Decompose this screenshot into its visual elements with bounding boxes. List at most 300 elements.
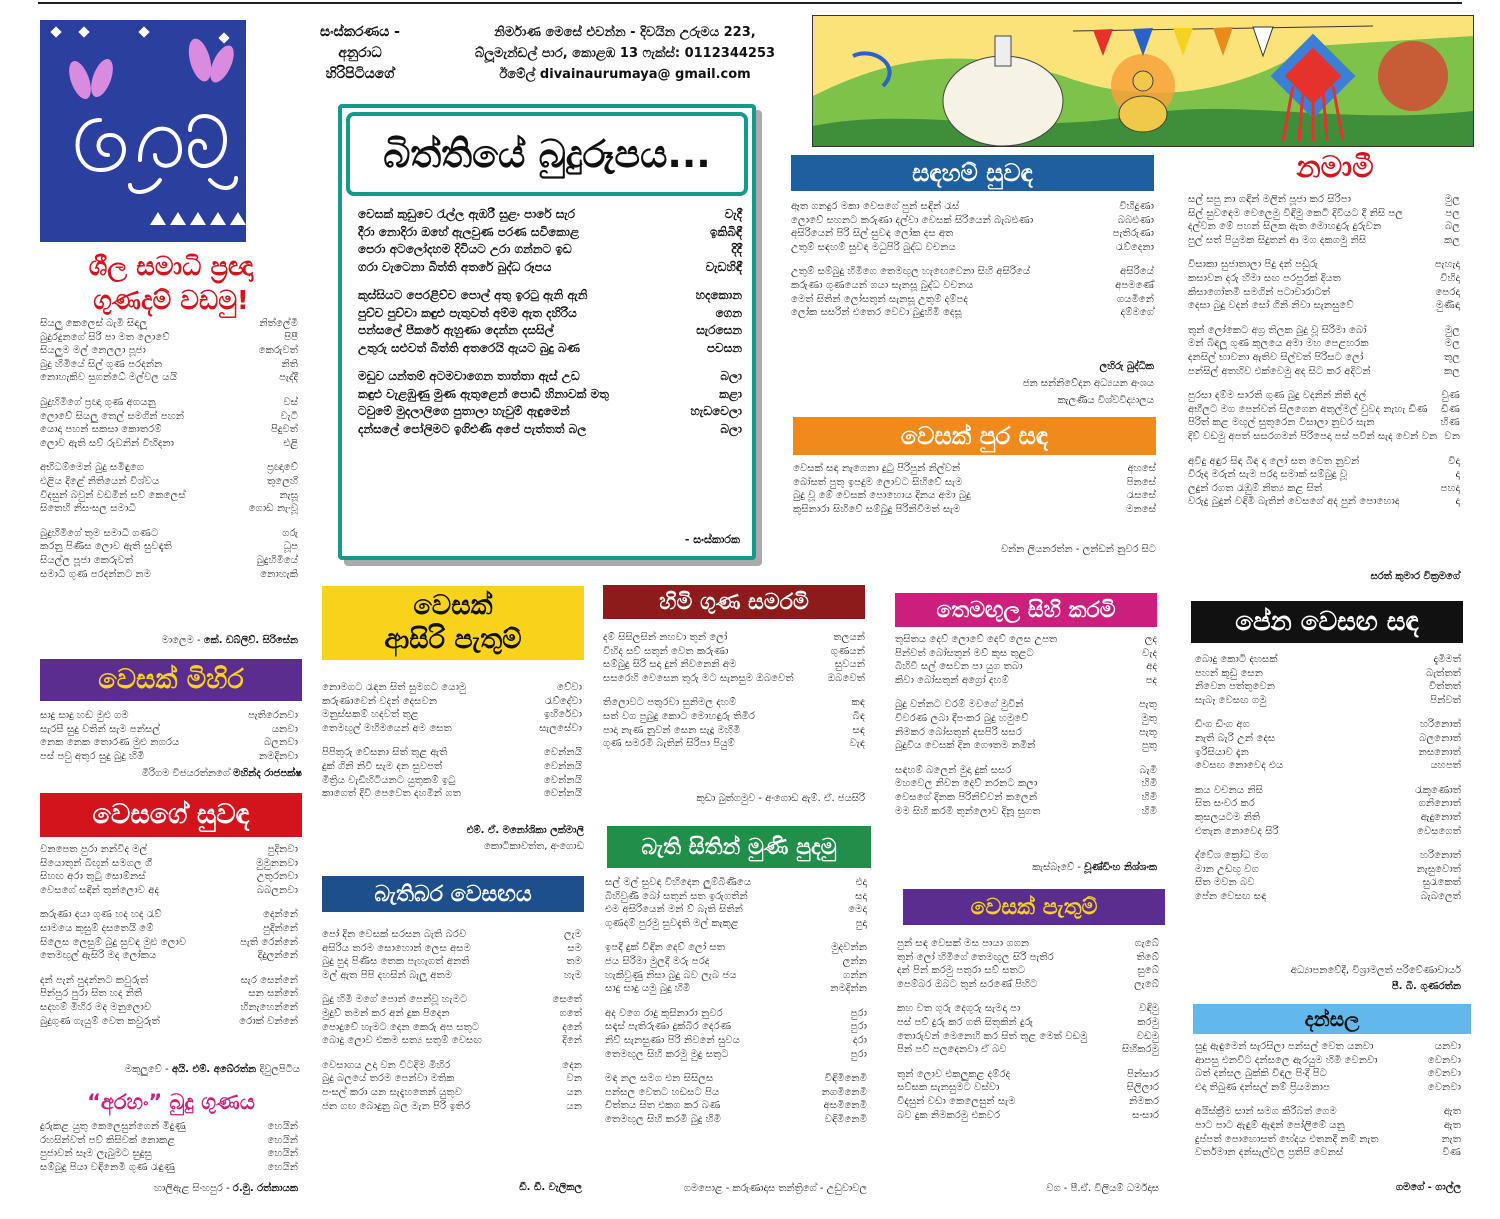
poem-line-end-word: ලැම (564, 929, 582, 940)
poem-line-end-word: නැසුවොත් (1416, 863, 1461, 875)
poem-line (322, 1021, 582, 1035)
poem-line (322, 722, 582, 736)
sila-credit-place: මාලෙම - (161, 635, 204, 646)
poem-line-end-word: පුතු (1141, 740, 1157, 752)
asiri-credit-name: එම්. ඒ. මනෝශිකා ලක්මාලි (466, 825, 584, 836)
poem-line-text: තෙමඟුල සිහි කරමු මුදු සතුට (605, 1048, 729, 1060)
poem-line (322, 1086, 582, 1100)
poem-line (358, 340, 742, 358)
poem-line-text: නෙක නෙක තොරණ මුළු නගරය (40, 737, 180, 749)
mihira-credit-name: මහින්ද රාජපක්ෂ (233, 768, 302, 779)
poem-line (1195, 732, 1461, 746)
poem-line-text: කරනු පිණිස ලොව ඇති සුවඳැති (40, 541, 172, 553)
poem-line (358, 241, 742, 259)
poem-line (1195, 680, 1461, 694)
poem-line-end-word: පුරා (850, 1021, 867, 1033)
poem-line-text: වරුදු බුදුන් වඳිමි බැතින් වෙසගේ අද පුන් පොහොදා (1188, 496, 1400, 508)
poem-line (897, 1030, 1159, 1044)
poem-line (322, 746, 582, 760)
pudamu-title (607, 826, 871, 868)
bithhi-title (346, 112, 748, 196)
poem-line-text: සඳැස් පැතිරුණා දුක්බිර දෙරණ (605, 1021, 732, 1033)
poem-line-text: පන්සිල් අතහිව එක්වෙමු අද සිට කර අදිටන් (1188, 365, 1371, 377)
poem-line-text: වර්තමාන දන්සැල්වල ප්‍රතිපි වෙනස් (1195, 1147, 1344, 1159)
poem-line (895, 647, 1157, 661)
poem-line (605, 1020, 867, 1034)
poem-line (603, 710, 865, 724)
poem-line (322, 708, 582, 722)
pudamu-title-text: බැති සිතින් මුණි පුදමු (641, 834, 837, 860)
poem-line-end-word: පුදිනවා (267, 844, 298, 855)
poem-line-text: පංසල් කරා යන සැදැහතෙන් යුතුව (322, 1086, 463, 1098)
poem-line (322, 1100, 582, 1114)
poem-line-text: සල් මල් සුවඳ විහිදෙන ලුම්බිණියෙ (605, 877, 752, 888)
pena-title-text: පේන වෙසඟ සඳ (1235, 606, 1419, 637)
poem-line (40, 423, 298, 437)
poem-line-end-word: මෙදා (848, 904, 867, 916)
poem-line-end-word: උතුරනවා (256, 871, 298, 883)
poem-line-text: සත් වග පුබුදු කොට මොහඳුරු තිමිර (603, 710, 756, 722)
mihira-title (40, 659, 302, 701)
top-rule (38, 2, 1462, 4)
poem-line-text: තෙමඟුල් මහිමයෙන් අම සෙත (322, 722, 452, 734)
poem-line-text: කාගෙත් දිවි පෙවෙත දහමින් ගත (322, 788, 461, 800)
poem-line-end-word: රොක් වන්නේ (239, 1015, 298, 1027)
asiri-credit (322, 823, 584, 855)
poem-line-text: පස් පව් දුරු කර ගති සිතුකින් දුරු (897, 1016, 1034, 1028)
poem-line (895, 698, 1157, 712)
poem-line-text: විදසුන් බවුන් වඩමින් සව් කෙලෙස් (40, 489, 186, 501)
poem-line (40, 527, 298, 541)
poem-line-end-word: පිදුවත් (270, 424, 298, 436)
poem-line-end-word: වේවා (557, 682, 582, 693)
poem-line-text: සාමයෙ කුසුම් දසතෙයි මේ (40, 922, 154, 934)
poem-line-text: දන් පැන් පුදන්නට කවුරුත් (40, 974, 149, 986)
poem-line (605, 890, 867, 904)
poem-line-end-word: දෙන්නේ (263, 909, 298, 921)
poem-line-text: පන්සල වෙතට හඩසට පිය (605, 1086, 720, 1098)
mihira-poem (40, 709, 298, 763)
poem-line-text: ලොව ඇති සව් රුවනින් විහිදනා (40, 437, 174, 449)
poem-line-text: කඳුළු වැළඹුණු මුණ ඇතුළෙන් පොඩි හිනාවක් මතු (358, 386, 609, 401)
poem-line-text: සිත සංවර කර (1195, 798, 1255, 810)
poem-line-end-word: සිලිලාර (1126, 1082, 1159, 1094)
poem-line (1195, 718, 1461, 732)
stanza-gap (358, 276, 742, 287)
poem-line-end-word: මල (1444, 338, 1460, 350)
poem-line-end-word: යනවා (271, 723, 298, 735)
poem-line (605, 1086, 867, 1100)
poem-line-text: සීත මවන බව (1195, 877, 1255, 889)
poem-line (1195, 1081, 1461, 1095)
poem-line-end-word: හෙයින් (267, 1161, 298, 1173)
poem-line-end-word: පෙරදා (1435, 286, 1460, 298)
bithhi-title-text: බිත්තියේ බුදුරූපය... (383, 131, 711, 176)
mihira-credit (40, 767, 302, 781)
poem-line (605, 917, 867, 931)
poem-line (895, 777, 1157, 791)
poem-line-text: සාදු සාදු යමු බුදු හිමි (605, 983, 691, 995)
poem-line (897, 1068, 1159, 1082)
editor-name: අනුරාධ (338, 45, 382, 61)
poem-line-end-word: හදකොන (695, 288, 742, 302)
sila-credit-name: කේ. ඩබ්ලිව්. සිරිසේන (203, 635, 298, 646)
poem-line (895, 791, 1157, 805)
dansala-title-text: දන්සල (1304, 1007, 1360, 1031)
stanza-gap (605, 1061, 867, 1072)
poem-line-text: නිමකර බෝසතුන් දසපිරි සසර (895, 726, 1022, 738)
poem-line-end-word: මුමුනනවා (256, 857, 298, 869)
poem-line-text: ගුණදම් පුරමු සුවදැති මල් කැකුළ (605, 917, 739, 929)
poem-line (40, 540, 298, 554)
bithhi-poem (358, 206, 742, 438)
poem-line-end-word: ගතේ (559, 1007, 582, 1019)
poem-line-text: මඳ නල සමග එන සිසිලස (605, 1073, 714, 1085)
poem-line (897, 1043, 1159, 1057)
suwanda-title (40, 793, 302, 837)
poem-line-text: සල් සපු නා ගඳින් මලින් පූජා කර සිරිපා (1188, 194, 1352, 205)
address-line-2: බ්ලූමැන්ඩල් පාර, කොළඹ 13 ෆැක්ස්: 0112344253 (474, 46, 776, 61)
poem-line (40, 1161, 298, 1175)
poem-line (40, 396, 298, 410)
poem-line-text: නිවෙන පත්තුවෙන (1195, 681, 1276, 693)
poem-line-text: දිව් වඩමු අපත් සසරගමන් පිරිපෙදා පස් පවින් සැද වෙන් වන (1188, 430, 1438, 442)
poem-line (40, 709, 298, 723)
pura-title (793, 417, 1156, 455)
poem-line-text: දම් සිසිලසින් නහවා තුන් ලෝ (603, 632, 728, 643)
poem-line-text: එදා තිබුණ දන්සල් නම් ප්‍රියමනාප (1195, 1081, 1330, 1093)
poem-line-end-word: හෙයින් (267, 1134, 298, 1146)
poem-line (358, 305, 742, 323)
poem-line (1195, 1119, 1461, 1133)
poem-line (40, 936, 298, 950)
poem-line-end-word: පින්සාර (1127, 1068, 1159, 1080)
poem-line (40, 475, 298, 489)
poem-line-text: පිරිත් කළ මඟුල් සුතුරෙන විසාලා නුවර සැන (1188, 417, 1375, 429)
poem-line (1195, 667, 1461, 681)
sila-credit (40, 634, 298, 648)
poem-line-end-word: රැසසේ (1126, 490, 1156, 502)
poem-line-text: පුන් සඳ වෙසක් මස පායා ගගන (897, 938, 1030, 949)
poem-line-text: ද්වේශ ක්‍රෝධ මග (1195, 850, 1269, 862)
poem-line-text: බුදුගුණ ගැයුම් වෙත කවුරුත් (40, 1015, 160, 1027)
poem-line (1195, 890, 1461, 904)
poem-line-text: තුන් ලෝ හිමිගේ තෙමඟුල සිරි පැතිර (897, 951, 1054, 963)
poem-line (1188, 389, 1460, 403)
pura-credit-text: වන්න ලියනරත්න - ලන්ඩන් නුවර සිට (1000, 544, 1156, 555)
poem-line-end-word: ඉකිබිඳී (710, 224, 742, 239)
poem-line (358, 386, 742, 404)
poem-line-end-word: තලයන් (833, 632, 865, 643)
bithhi-credit (560, 533, 740, 547)
poem-line-end-word: පවසන (706, 340, 742, 355)
poem-line-end-word: ගරු (282, 527, 298, 539)
poem-line-text: අයිස්ක්‍රීම සාන් සමග කිරිබත් ගෙම (1195, 1106, 1337, 1118)
stanza-gap (895, 753, 1157, 764)
stanza-gap (40, 516, 298, 527)
poem-line-text: මිත්‍රිය වැඩිහිටියනට යුතුකම් ඉටු (322, 774, 456, 786)
poem-line-end-word: රැව්දේවා (544, 695, 582, 707)
samaram-poem (603, 631, 865, 751)
poem-line-text: බොදු කොටි දහසක් (1195, 654, 1278, 665)
poem-line-end-word: පිනසේ (1126, 476, 1156, 488)
poem-line-text: කය වචනය නිසි (1195, 784, 1263, 796)
poem-line-text: සිල් සුවඳෙම වෙලෙමු විඳිමු කෙටි දිවියට දී නිසි පල (1188, 207, 1404, 219)
poem-line-end-word: කල (1443, 365, 1460, 377)
poem-line (603, 737, 865, 751)
poem-line-text: තෙමඟුල සිහි කරමි බුදු හිමි (605, 1113, 721, 1125)
poem-line-text: ගරා වැටෙනා බිත්ති අතරේ බුද්ධ රූපය (358, 259, 552, 274)
poem-line-text: පෙම්බර ඔබට තුන් සරණේ පිහිට (897, 978, 1038, 990)
themangula-title (895, 593, 1157, 627)
poem-line-text: පොදුවේ හැමට දෙන කෙරු අප සතුට (322, 1021, 480, 1033)
poem-line (897, 978, 1159, 992)
poem-line (897, 1016, 1159, 1030)
poem-line (605, 1113, 867, 1127)
poem-line-end-word: ඩිණ (1441, 403, 1460, 415)
poem-line-end-word: සන සන්නේ (248, 988, 298, 1000)
poem-line-text: බුදුහිමිගේ තුම සමාධි ගණට (40, 527, 159, 539)
poem-line-end-word: වස් (283, 396, 298, 408)
poem-line-end-word: නමදිනවා (258, 750, 298, 762)
poem-line-text: පුල් සත් පියුමක සිදුතන් ආ මග දකගමු නිසි (1188, 234, 1367, 246)
dansala-credit (1195, 1181, 1461, 1195)
poem-line-text: වෙසක් සඳ නැගෙනා දුටු පිරිපුන් නිල්වන් (793, 463, 961, 474)
poem-line-end-word: තිබේ (1136, 951, 1159, 963)
poem-line-end-word: වැදී (724, 207, 742, 221)
poem-line-text: සිලෙස ලෙසුම් බුදු සුවඳ මුළු ලොව (40, 936, 187, 948)
poem-line-text: දුක් ගිනි නිවී සැම දන සුවපත් (322, 760, 443, 772)
poem-line (895, 660, 1157, 674)
poem-line-text: සියලු කෙලෙස් බැමි සිඳලූ (40, 318, 148, 329)
poem-line-end-word: ඉහිරේවා (543, 709, 582, 721)
poem-line-text: අභීලට මග පෙන්වන් සිලගෙන අතුල්මල් වුවද නැහැ ඩිණ (1188, 403, 1428, 415)
vesak-artwork (812, 15, 1474, 147)
poem-line (322, 1072, 582, 1086)
poem-line-text: සම්බුදු පියා වඳිනෙමි ගුණ රැඳුණු (40, 1161, 175, 1173)
poem-line (1195, 746, 1461, 760)
poem-line-end-word: ගැබේ (1134, 938, 1159, 949)
poem-line-end-word: හරිනොත් (1419, 850, 1461, 862)
themangula-poem (895, 633, 1157, 818)
themangula-credit-place: කැස්බෑවේ - (1032, 862, 1085, 873)
poem-line-end-word: සුබේ (1137, 965, 1159, 977)
poem-line-end-word: හැඩවෙලා (690, 404, 742, 418)
poem-line (1195, 694, 1461, 708)
poem-line (322, 695, 582, 709)
poem-line-end-word: හිමි (1141, 791, 1157, 803)
poem-line-end-word: බුදුහිමියේ (256, 554, 298, 566)
pura-credit (793, 543, 1156, 557)
poem-line-end-word: ගයමිනේ (1116, 293, 1154, 305)
poem-line-text: හැකිවුණු නිසා බුදු බව ලැබ ජය (605, 969, 737, 981)
pena-credit (1195, 963, 1461, 995)
poem-line (40, 502, 298, 516)
poem-line-end-word: පුදා (855, 917, 867, 929)
poem-line (1195, 797, 1461, 811)
poem-line (1188, 337, 1460, 351)
poem-line-end-word: දරා (852, 1034, 867, 1046)
poem-line (1195, 1054, 1461, 1068)
poem-line (897, 1002, 1159, 1016)
arahan-credit-name: ර.මු. රත්නායක (232, 1183, 298, 1194)
poem-line (40, 410, 298, 424)
poem-line-end-word: හිණ (1440, 417, 1460, 429)
poem-line-text: අසිරිය තරම සොහොන් ලෙස අසම (322, 942, 471, 954)
poem-line-end-word: මුණිඳා (1436, 300, 1460, 312)
poem-line (897, 951, 1159, 965)
address-line-1: නිර්මාණ මෙසේ එවන්න - දිවයින උරුමය 223, (494, 25, 756, 40)
poem-line-end-word: පහදා (1440, 482, 1460, 494)
stanza-gap (40, 897, 298, 908)
suwanda-credit-tail: දිවුලපිටිය (259, 1064, 300, 1075)
arahan-title-text: “අරහං” බුදු ගුණය (87, 1089, 255, 1114)
poem-line-end-word: මුල (1444, 324, 1460, 336)
poem-line-text: සියොතුන් බිඟුන් සමගල ගී (40, 857, 153, 869)
asiri-poem (322, 681, 582, 801)
pura-title-text: වෙසක් පුර සඳ (900, 422, 1049, 450)
poem-line (322, 1059, 582, 1073)
poem-line-text: මන් බිඳලූ ගුණ කුලයෙ අමා මහ පෙළහරක (1188, 338, 1369, 350)
poem-line-text: අභිධම්මෙන් බුදු සමිඳුගෙ (40, 462, 145, 474)
poem-line (358, 206, 742, 224)
poem-line (1188, 299, 1460, 313)
poem-line-text: කුසලයටම නිති (1195, 811, 1261, 823)
bithhi-credit-text: - සංස්කාරක (684, 533, 740, 546)
stanza-gap (1188, 313, 1460, 324)
poem-line-text: දුප්පත් පොහොසත් භේදය එතනදී නම් නැත (1195, 1133, 1379, 1145)
pudamu-poem (605, 876, 867, 1127)
poem-line (322, 681, 582, 695)
poem-line-end-word: හරිනොත් (1419, 719, 1461, 731)
poem-line-end-word: එදා (855, 877, 867, 888)
stanza-gap (322, 735, 582, 746)
poem-line-end-word: ප්‍රඥාවේ (266, 462, 298, 474)
sadaham-credit-line-2: ජන සන්නිවේදන අධ්‍යයන අංශය (1022, 378, 1154, 389)
poem-line-end-word: විදා (1448, 455, 1460, 467)
stanza-gap (322, 982, 582, 993)
poem-line (1188, 482, 1460, 496)
poem-line-text: සමාධි ගුණ පරදන්නට නම (40, 568, 152, 580)
poem-line-end-word: මුල (1444, 194, 1460, 205)
poem-line-end-word: පින්වත් (1430, 694, 1461, 706)
suwanda-credit-place: මකුලුවේ - (124, 1064, 172, 1075)
poem-line-text: සිහඟ අරා තුටු සොම්නස් (40, 871, 146, 883)
poem-line-end-word: ලන්න (842, 955, 867, 967)
poem-line-text: සියල්ල පූජා කෙරුවත් (40, 554, 134, 566)
poem-line (605, 1048, 867, 1062)
poem-line-end-word: පැතිරෙනවා (247, 710, 298, 721)
namami-credit-name: සරත් කුමාර වික්‍රමගේ (1370, 571, 1460, 582)
poem-line-text: ලෝක සසරින් එතෙර වෙවා බුදුහිමි දෙසූ (791, 307, 962, 319)
poem-line-end-word: නගමිනෙමි (821, 1086, 867, 1098)
poem-line-text: පෙරා අටලෝදහම දිවියට උරා ගන්නට ඉඩ (358, 242, 572, 256)
poem-line-text: පුජාවන් සෑම ලැබුමට සුදුසු (40, 1148, 152, 1160)
poem-line-end-word: ගොඩ නැංවූ (248, 503, 298, 515)
poem-line (895, 805, 1157, 819)
poem-line-end-word: යහපත් (1430, 760, 1461, 772)
poem-line-text: බෝසත් පුතු ඉපදුම ලොවට සිහිවේ සැම (793, 476, 963, 488)
poem-line-end-word: බැමි (1139, 764, 1157, 776)
poem-line-end-word: විත්තත් (1428, 681, 1461, 693)
pathum-poem (897, 937, 1159, 1122)
poem-line-text: පින්වත් බෝසතුන් මව් කුස තුළට (895, 647, 1034, 659)
poem-line-end-word: බලනොත් (1419, 732, 1461, 744)
artwork-graphic (813, 16, 1473, 146)
stanza-gap (605, 996, 867, 1007)
poem-line-end-word: වෙන්නයි (543, 747, 582, 759)
poem-line-text: ඩිංග ඩිංග අග (1195, 719, 1250, 731)
poem-line (895, 764, 1157, 778)
poem-line-end-word: පැති රෙන්නේ (240, 936, 298, 948)
poem-line (791, 241, 1154, 255)
poem-line (1195, 825, 1461, 839)
poem-line (40, 437, 298, 451)
poem-line-end-word: නිමකර (1128, 1095, 1159, 1107)
poem-line-text: එම අසිරියෙන් මන් ව් බැති සිතින් (605, 904, 743, 916)
poem-line-text: ඈත ගනදුර මකා වෙසගේ පුන් සඳින් රැස් (791, 201, 960, 212)
poem-line-text: බිහිවී සල් සෙවන පා යුග තබා (895, 661, 1023, 673)
poem-line (40, 723, 298, 737)
poem-line-end-word: වෙනවා (1427, 1081, 1461, 1093)
email-line: ඊමේල් divainaurumaya@ gmail.com (499, 67, 751, 82)
poem-line (322, 787, 582, 801)
poem-line (605, 941, 867, 955)
poem-line (1188, 258, 1460, 272)
poem-line-end-word: දනේ (562, 1021, 582, 1033)
poem-line-text: සැබෑ වෙසඟ ගමු (1195, 694, 1267, 706)
poem-line (897, 937, 1159, 951)
poem-line-end-word: ගෙන (715, 305, 742, 320)
poem-line-text: විවරණ ලබා දීපංකර බුදු හමුවේ (895, 712, 1029, 724)
poem-line (1195, 1105, 1461, 1119)
poem-line-end-word: සංසාර (1132, 1109, 1159, 1121)
poem-line (1188, 416, 1460, 430)
poem-line-end-word: හිනැහෙන්නේ (240, 1001, 298, 1013)
poem-line-text: දන්සලේ පෝලිමට ඉගිළුණි අපේ පැත්තත් බල (358, 421, 587, 436)
poem-line (358, 287, 742, 305)
poem-line (1188, 220, 1460, 234)
poem-line (605, 955, 867, 969)
poem-line (793, 489, 1156, 503)
poem-line-text: බව දුක නිමකරමු එකවර (897, 1109, 1001, 1121)
bathibara-credit-text: ඩී. ඩී. වැලිකල (519, 1182, 582, 1193)
poem-line (40, 489, 298, 503)
poem-line (40, 1134, 298, 1148)
poem-line (1195, 653, 1461, 667)
stanza-gap (40, 963, 298, 974)
poem-line-end-word: වඳිමිනෙමි (824, 1113, 867, 1125)
poem-line (603, 645, 865, 659)
poem-line-text: විරූද මරුන් සැම පරදා සමාක් සම්බුදු වූ (1188, 469, 1348, 481)
poem-line (1188, 207, 1460, 221)
poem-line (895, 674, 1157, 688)
poem-line-end-word: බැත්තත් (1426, 667, 1461, 679)
poem-line (40, 843, 298, 857)
poem-line (40, 857, 298, 871)
poem-line-text: සදහම් මිහිර මද මනුලොව (40, 1001, 152, 1013)
poem-line-end-word: බලා (720, 421, 742, 436)
poem-line-text: මාන උඩඟු වග (1195, 863, 1259, 875)
poem-line-text: පුච්ච පුච්චා කඳුළු පැතුවත් අම්ම ඇත දහිරිය (358, 305, 577, 320)
stanza-gap (1188, 247, 1460, 258)
poem-line-text: රහසින්වත් පව් කිසිවක් නොකළ (40, 1134, 176, 1146)
poem-line (322, 1007, 582, 1021)
poem-line-end-word: වැඳ (849, 738, 865, 750)
poem-line (1188, 193, 1460, 207)
poem-line-end-word: සුවයන් (834, 659, 865, 671)
poem-line-text: පුරසා දම්ම සාරති ගුණ බුදු වදනින් නිති දල් (1188, 390, 1367, 402)
